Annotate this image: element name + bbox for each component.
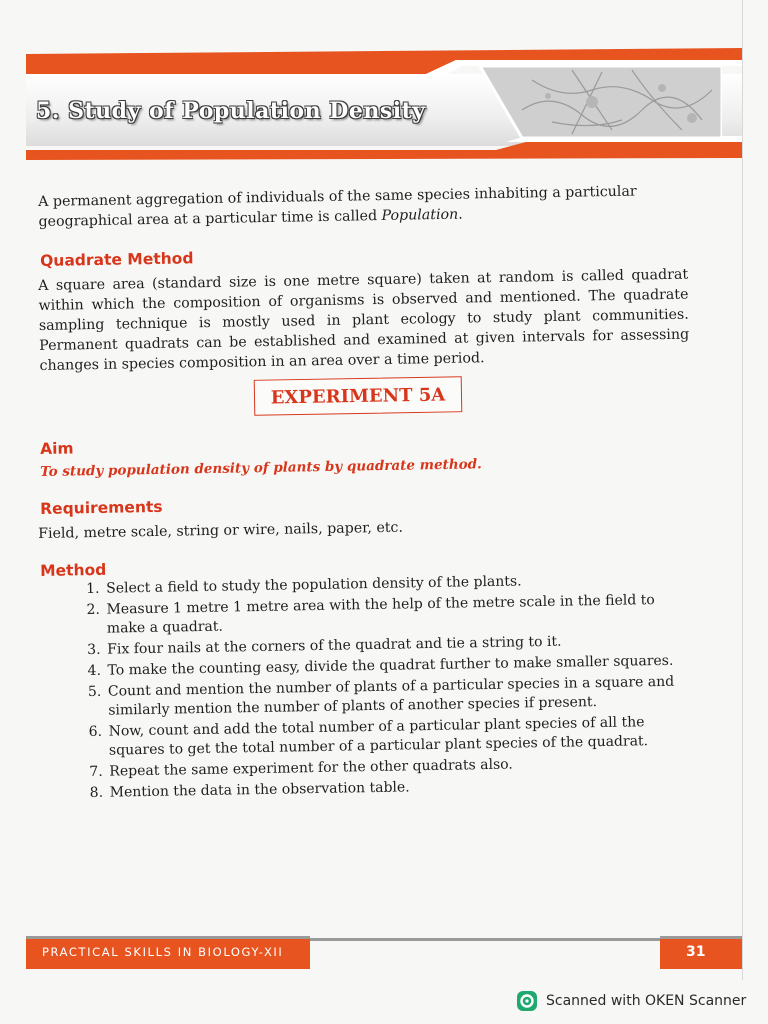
footer-divider	[310, 938, 660, 941]
intro-text-after: .	[458, 206, 463, 223]
step-text: Repeat the same experiment for the other quadrats also.	[109, 756, 513, 780]
step-number: 1.	[86, 580, 100, 597]
step-number: 4.	[87, 662, 102, 679]
intro-text-before: A permanent aggregation of individuals of the same species inhabiting a particular geographical area at a particular time is called	[38, 183, 637, 230]
step-number: 2.	[86, 601, 101, 618]
page-number-box	[660, 936, 742, 969]
quadrat-photo	[452, 60, 722, 140]
experiment-label: EXPERIMENT 5A	[270, 383, 446, 409]
step-text: Select a field to study the population density of the plants.	[106, 573, 522, 597]
intro-paragraph	[38, 181, 689, 232]
step-number: 7.	[89, 763, 103, 780]
scanner-watermark	[516, 990, 746, 1012]
step-text: Now, count and add the total number of a particular plant species of all the squares to get the total number of a particular plant species of the quadrat.	[108, 714, 649, 759]
requirements-text: Field, metre scale, string or wire, nails, paper, etc.	[38, 519, 404, 542]
chapter-banner	[26, 46, 742, 166]
step-number: 3.	[87, 641, 101, 658]
footer-title-bar	[26, 936, 310, 969]
population-term: Population	[381, 206, 459, 225]
chapter-title: 5. Study of Population Density	[36, 98, 426, 124]
step-text: Mention the data in the observation table.	[109, 779, 410, 801]
requirements-heading: Requirements	[40, 497, 163, 518]
method-heading: Method	[40, 560, 107, 580]
quadrate-method-paragraph: A square area (standard size is one metre square) taken at random is called quadrat within which the composition of organisms is observed and mentioned. The quadrate sampling technique is mostly used in plant ecology to study plant communities. Permanent quadrats can be established and examined at given intervals for assessing changes in species composition in an area over a time period.	[38, 266, 690, 374]
aim-heading: Aim	[40, 439, 74, 458]
footer-book-title: PRACTICAL SKILLS IN BIOLOGY-XII	[42, 945, 284, 959]
page-number: 31	[686, 944, 706, 960]
step-number: 6.	[88, 723, 103, 740]
step-text: To make the counting easy, divide the quadrat further to make smaller squares.	[107, 652, 674, 679]
step-number: 8.	[89, 784, 104, 801]
method-steps-list	[86, 570, 690, 805]
step-text: Measure 1 metre 1 metre area with the help of the metre scale in the field to make a quadrat.	[106, 592, 655, 637]
step-number: 5.	[87, 683, 102, 700]
aim-text: To study population density of plants by quadrate method.	[40, 456, 482, 480]
quadrate-method-heading: Quadrate Method	[40, 249, 194, 270]
step-text: Count and mention the number of plants of a particular species in a square and similarly mention the number of plants of another species if present.	[107, 673, 675, 719]
scanner-label: Scanned with OKEN Scanner	[546, 993, 747, 1009]
page-footer	[26, 936, 742, 968]
scanner-logo-icon	[516, 990, 538, 1012]
page-edge-line	[742, 0, 743, 980]
experiment-label-box	[254, 376, 463, 416]
step-text: Fix four nails at the corners of the quadrat and tie a string to it.	[107, 633, 562, 658]
